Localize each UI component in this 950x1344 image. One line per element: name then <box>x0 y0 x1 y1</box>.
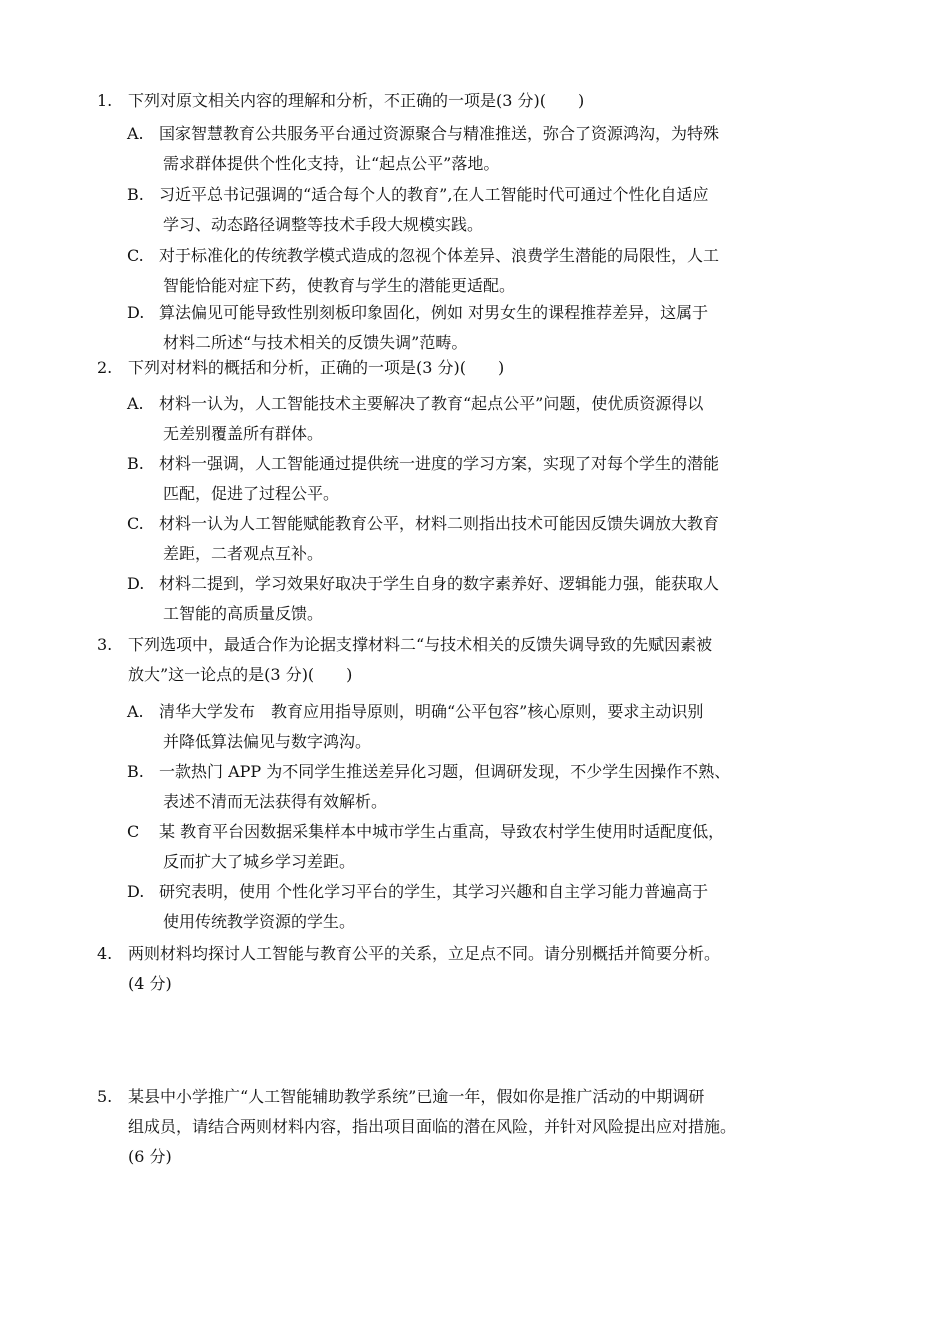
option-line: 工智能的高质量反馈。 <box>163 604 324 623</box>
option-3b <box>127 757 857 817</box>
question-line <box>97 1082 857 1112</box>
option-line: 使用传统教学资源的学生。 <box>163 912 356 931</box>
option-1a <box>127 119 857 179</box>
option-line <box>127 757 857 787</box>
option-label: B. <box>127 762 144 781</box>
option-label: B. <box>127 454 144 473</box>
option-2a <box>127 389 857 449</box>
option-line <box>127 697 857 727</box>
option-line: 智能恰能对症下药，使教育与学生的潜能更适配。 <box>163 276 516 295</box>
question-line: 放大”这一论点的是(3 分)( ) <box>128 665 353 684</box>
question-line <box>97 353 857 383</box>
question-text: 下列对材料的概括和分析，正确的一项是(3 分)( ) <box>128 358 505 377</box>
option-2d <box>127 569 857 629</box>
option-text: 对于标准化的传统教学模式造成的忽视个体差异、浪费学生潜能的局限性，人工 <box>159 246 720 265</box>
option-label: C <box>127 822 140 841</box>
option-line <box>127 877 857 907</box>
option-line: 反而扩大了城乡学习差距。 <box>163 852 356 871</box>
option-line <box>127 241 857 271</box>
option-line <box>127 180 857 210</box>
option-3d <box>127 877 857 937</box>
option-text: 材料一认为，人工智能技术主要解决了教育“起点公平”问题，使优质资源得以 <box>159 394 704 413</box>
option-text: 清华大学发布 教育应用指导原则，明确“公平包容”核心原则，要求主动识别 <box>159 702 704 721</box>
option-text: 研究表明，使用 个性化学习平台的学生，其学习兴趣和自主学习能力普遍高于 <box>159 882 709 901</box>
question-line: (4 分) <box>128 974 172 993</box>
option-text: 国家智慧教育公共服务平台通过资源聚合与精准推送，弥合了资源鸿沟，为特殊 <box>159 124 720 143</box>
question-line <box>97 630 857 660</box>
option-label: A. <box>127 394 144 413</box>
option-line <box>127 389 857 419</box>
option-label: C. <box>127 246 144 265</box>
option-label: A. <box>127 124 144 143</box>
option-1d <box>127 298 857 358</box>
option-text: 材料一强调，人工智能通过提供统一进度的学习方案，实现了对每个学生的潜能 <box>159 454 720 473</box>
option-3a <box>127 697 857 757</box>
option-line <box>127 817 857 847</box>
option-text: 算法偏见可能导致性别刻板印象固化，例如 对男女生的课程推荐差异，这属于 <box>159 303 709 322</box>
option-line: 差距，二者观点互补。 <box>163 544 324 563</box>
question-2 <box>97 353 857 383</box>
question-text: 下列对原文相关内容的理解和分析，不正确的一项是(3 分)( ) <box>128 91 585 110</box>
option-line <box>127 298 857 328</box>
option-line: 材料二所述“与技术相关的反馈失调”范畴。 <box>163 333 468 352</box>
option-label: D. <box>127 303 145 322</box>
question-5 <box>97 1082 857 1172</box>
option-label: A. <box>127 702 144 721</box>
option-line <box>127 449 857 479</box>
question-line: 组成员，请结合两则材料内容，指出项目面临的潜在风险，并针对风险提出应对措施。 <box>128 1117 737 1136</box>
question-line <box>97 86 857 116</box>
option-label: C. <box>127 514 144 533</box>
option-line: 学习、动态路径调整等技术手段大规模实践。 <box>163 215 484 234</box>
option-text: 材料二提到，学习效果好取决于学生自身的数字素养好、逻辑能力强，能获取人 <box>159 574 720 593</box>
question-number: 5. <box>97 1087 113 1106</box>
option-line <box>127 509 857 539</box>
option-label: B. <box>127 185 144 204</box>
question-4 <box>97 939 857 999</box>
option-text: 某 教育平台因数据采集样本中城市学生占重高，导致农村学生使用时适配度低， <box>159 822 725 841</box>
question-number: 2. <box>97 358 113 377</box>
option-3c <box>127 817 857 877</box>
question-number: 4. <box>97 944 113 963</box>
option-line: 无差别覆盖所有群体。 <box>163 424 324 443</box>
option-2c <box>127 509 857 569</box>
option-text: 一款热门 APP 为不同学生推送差异化习题，但调研发现，不少学生因操作不熟、 <box>159 762 731 781</box>
option-line <box>127 569 857 599</box>
option-line: 并降低算法偏见与数字鸿沟。 <box>163 732 372 751</box>
option-1c <box>127 241 857 301</box>
option-line: 需求群体提供个性化支持，让“起点公平”落地。 <box>163 154 500 173</box>
option-line: 表述不清而无法获得有效解析。 <box>163 792 388 811</box>
question-line <box>97 939 857 969</box>
option-line <box>127 119 857 149</box>
option-text: 材料一认为人工智能赋能教育公平，材料二则指出技术可能因反馈失调放大教育 <box>159 514 720 533</box>
option-label: D. <box>127 882 145 901</box>
option-line: 匹配，促进了过程公平。 <box>163 484 340 503</box>
option-2b <box>127 449 857 509</box>
question-3 <box>97 630 857 690</box>
option-1b <box>127 180 857 240</box>
question-number: 1. <box>97 91 113 110</box>
question-text: 两则材料均探讨人工智能与教育公平的关系，立足点不同。请分别概括并简要分析。 <box>128 944 721 963</box>
option-text: 习近平总书记强调的“适合每个人的教育”,在人工智能时代可通过个性化自适应 <box>159 185 709 204</box>
question-number: 3. <box>97 635 113 654</box>
question-1 <box>97 86 857 116</box>
option-label: D. <box>127 574 145 593</box>
question-text: 下列选项中，最适合作为论据支撑材料二“与技术相关的反馈失调导致的先赋因素被 <box>128 635 713 654</box>
question-text: 某县中小学推广“人工智能辅助教学系统”已逾一年，假如你是推广活动的中期调研 <box>128 1087 705 1106</box>
question-line: (6 分) <box>128 1147 172 1166</box>
